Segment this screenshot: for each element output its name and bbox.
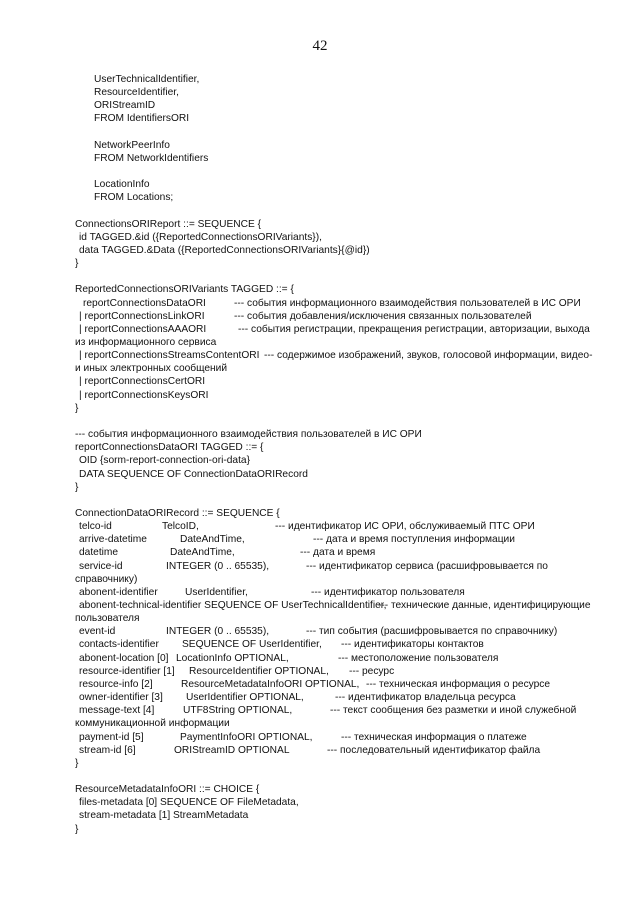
- code-line: message-text [4]: [79, 705, 155, 717]
- code-comment: ORIStreamID OPTIONAL: [174, 744, 290, 756]
- code-line: ORIStreamID: [94, 100, 156, 112]
- code-comment: --- содержимое изображений, звуков, голосовой информации, видео-: [264, 350, 593, 362]
- code-line: FROM NetworkIdentifiers: [94, 152, 209, 164]
- code-line: reportConnectionsDataORI TAGGED ::= {: [75, 442, 264, 454]
- code-line: и иных электронных сообщений: [75, 363, 228, 375]
- code-line: }: [75, 757, 79, 769]
- code-comment: TelcoID,: [162, 521, 199, 533]
- code-comment: --- идентификатор владельца ресурса: [335, 692, 516, 704]
- code-comment: --- идентификаторы контактов: [341, 639, 484, 651]
- code-comment: --- последовательный идентификатор файла: [327, 744, 541, 756]
- code-line: datetime: [79, 547, 119, 559]
- code-line: abonent-technical-identifier SEQUENCE OF UserTechnicalIdentifier,: [79, 600, 387, 611]
- code-line: ConnectionsORIReport ::= SEQUENCE {: [75, 218, 262, 230]
- code-comment: DateAndTime,: [170, 547, 235, 559]
- code-comment: --- местоположение пользователя: [338, 652, 499, 664]
- code-line: contacts-identifier: [79, 639, 159, 651]
- code-line: коммуникационной информации: [75, 718, 230, 730]
- code-comment: --- дата и время поступления информации: [313, 534, 515, 546]
- code-comment: INTEGER (0 .. 65535),: [166, 560, 270, 572]
- code-comment: UserIdentifier,: [185, 586, 248, 598]
- code-line: service-id: [79, 560, 123, 572]
- code-comment: LocationInfo OPTIONAL,: [176, 652, 289, 664]
- code-line: data TAGGED.&Data ({ReportedConnectionsORIVariants}{@id}): [79, 244, 370, 256]
- code-comment: --- идентификатор сервиса (расшифровывается по: [306, 560, 548, 572]
- code-comment: --- дата и время: [300, 547, 376, 559]
- code-line: abonent-identifier: [79, 586, 158, 598]
- code-line: files-metadata [0] SEQUENCE OF FileMetadata,: [79, 797, 299, 809]
- code-line: id TAGGED.&id ({ReportedConnectionsORIVariants}),: [79, 231, 322, 243]
- code-comment: --- события регистрации, прекращения регистрации, авторизации, выхода: [238, 323, 590, 335]
- code-line: NetworkPeerInfo: [94, 139, 170, 151]
- code-comment: --- технические данные, идентифицирующие: [378, 600, 591, 611]
- code-line: справочнику): [75, 573, 138, 585]
- code-line: }: [75, 402, 79, 414]
- code-line: | reportConnectionsStreamsContentORI: [79, 350, 260, 362]
- code-comment: --- техническая информация о платеже: [341, 731, 527, 743]
- code-line: ConnectionDataORIRecord ::= SEQUENCE {: [75, 507, 280, 519]
- code-line: | reportConnectionsCertORI: [79, 376, 206, 388]
- code-comment: UTF8String OPTIONAL,: [183, 705, 293, 717]
- code-line: ResourceIdentifier,: [94, 87, 179, 99]
- code-comment: SEQUENCE OF UserIdentifier,: [182, 639, 322, 651]
- code-comment: --- тип события (расшифровывается по справочнику): [306, 626, 558, 638]
- code-comment: --- ресурс: [349, 665, 395, 677]
- code-comment: --- события добавления/исключения связанных пользователей: [234, 310, 532, 322]
- code-line: | reportConnectionsKeysORI: [79, 389, 209, 401]
- code-line: event-id: [79, 626, 116, 638]
- code-line: FROM IdentifiersORI: [94, 113, 190, 125]
- code-line: UserTechnicalIdentifier,: [94, 74, 200, 85]
- code-line: FROM Locations;: [94, 192, 174, 204]
- code-comment: UserIdentifier OPTIONAL,: [186, 692, 304, 704]
- code-line: resource-identifier [1]: [79, 665, 175, 677]
- code-comment: INTEGER (0 .. 65535),: [166, 626, 270, 638]
- code-line: --- события информационного взаимодействия пользователей в ИС ОРИ: [75, 429, 422, 441]
- code-line: stream-id [6]: [79, 744, 136, 756]
- code-line: | reportConnectionsLinkORI: [79, 310, 205, 322]
- code-comment: --- техническая информация о ресурсе: [366, 678, 551, 690]
- code-comment: PaymentInfoORI OPTIONAL,: [180, 731, 313, 743]
- code-line: arrive-datetime: [79, 534, 147, 546]
- code-line: DATA SEQUENCE OF ConnectionDataORIRecord: [79, 468, 308, 480]
- code-line: owner-identifier [3]: [79, 692, 163, 704]
- code-line: пользователя: [75, 613, 140, 625]
- code-line: payment-id [5]: [79, 731, 144, 743]
- code-comment: --- идентификатор ИС ОРИ, обслуживаемый ПТС ОРИ: [275, 521, 535, 533]
- code-comment: --- события информационного взаимодействия пользователей в ИС ОРИ: [234, 297, 581, 309]
- code-line: }: [75, 481, 79, 493]
- code-line: }: [75, 823, 79, 835]
- code-line: reportConnectionsDataORI: [83, 297, 206, 309]
- code-line: из информационного сервиса: [75, 337, 217, 348]
- code-comment: DateAndTime,: [180, 534, 245, 546]
- code-line: ResourceMetadataInfoORI ::= CHOICE {: [75, 784, 260, 796]
- code-comment: --- идентификатор пользователя: [311, 586, 465, 598]
- code-line: telco-id: [79, 521, 112, 533]
- code-comment: ResourceIdentifier OPTIONAL,: [189, 665, 329, 677]
- code-line: ReportedConnectionsORIVariants TAGGED ::= {: [75, 284, 294, 296]
- code-line: }: [75, 258, 79, 270]
- code-line: | reportConnectionsAAAORI: [79, 323, 207, 335]
- code-line: stream-metadata [1] StreamMetadata: [79, 810, 249, 822]
- code-comment: ResourceMetadataInfoORI OPTIONAL,: [181, 678, 360, 690]
- code-line: LocationInfo: [94, 179, 150, 191]
- code-line: abonent-location [0]: [79, 652, 169, 664]
- code-line: OID {sorm-report-connection-ori-data}: [79, 455, 250, 467]
- page-number: 42: [312, 38, 328, 54]
- code-comment: --- текст сообщения без разметки и иной служебной: [330, 705, 577, 717]
- code-line: resource-info [2]: [79, 678, 153, 690]
